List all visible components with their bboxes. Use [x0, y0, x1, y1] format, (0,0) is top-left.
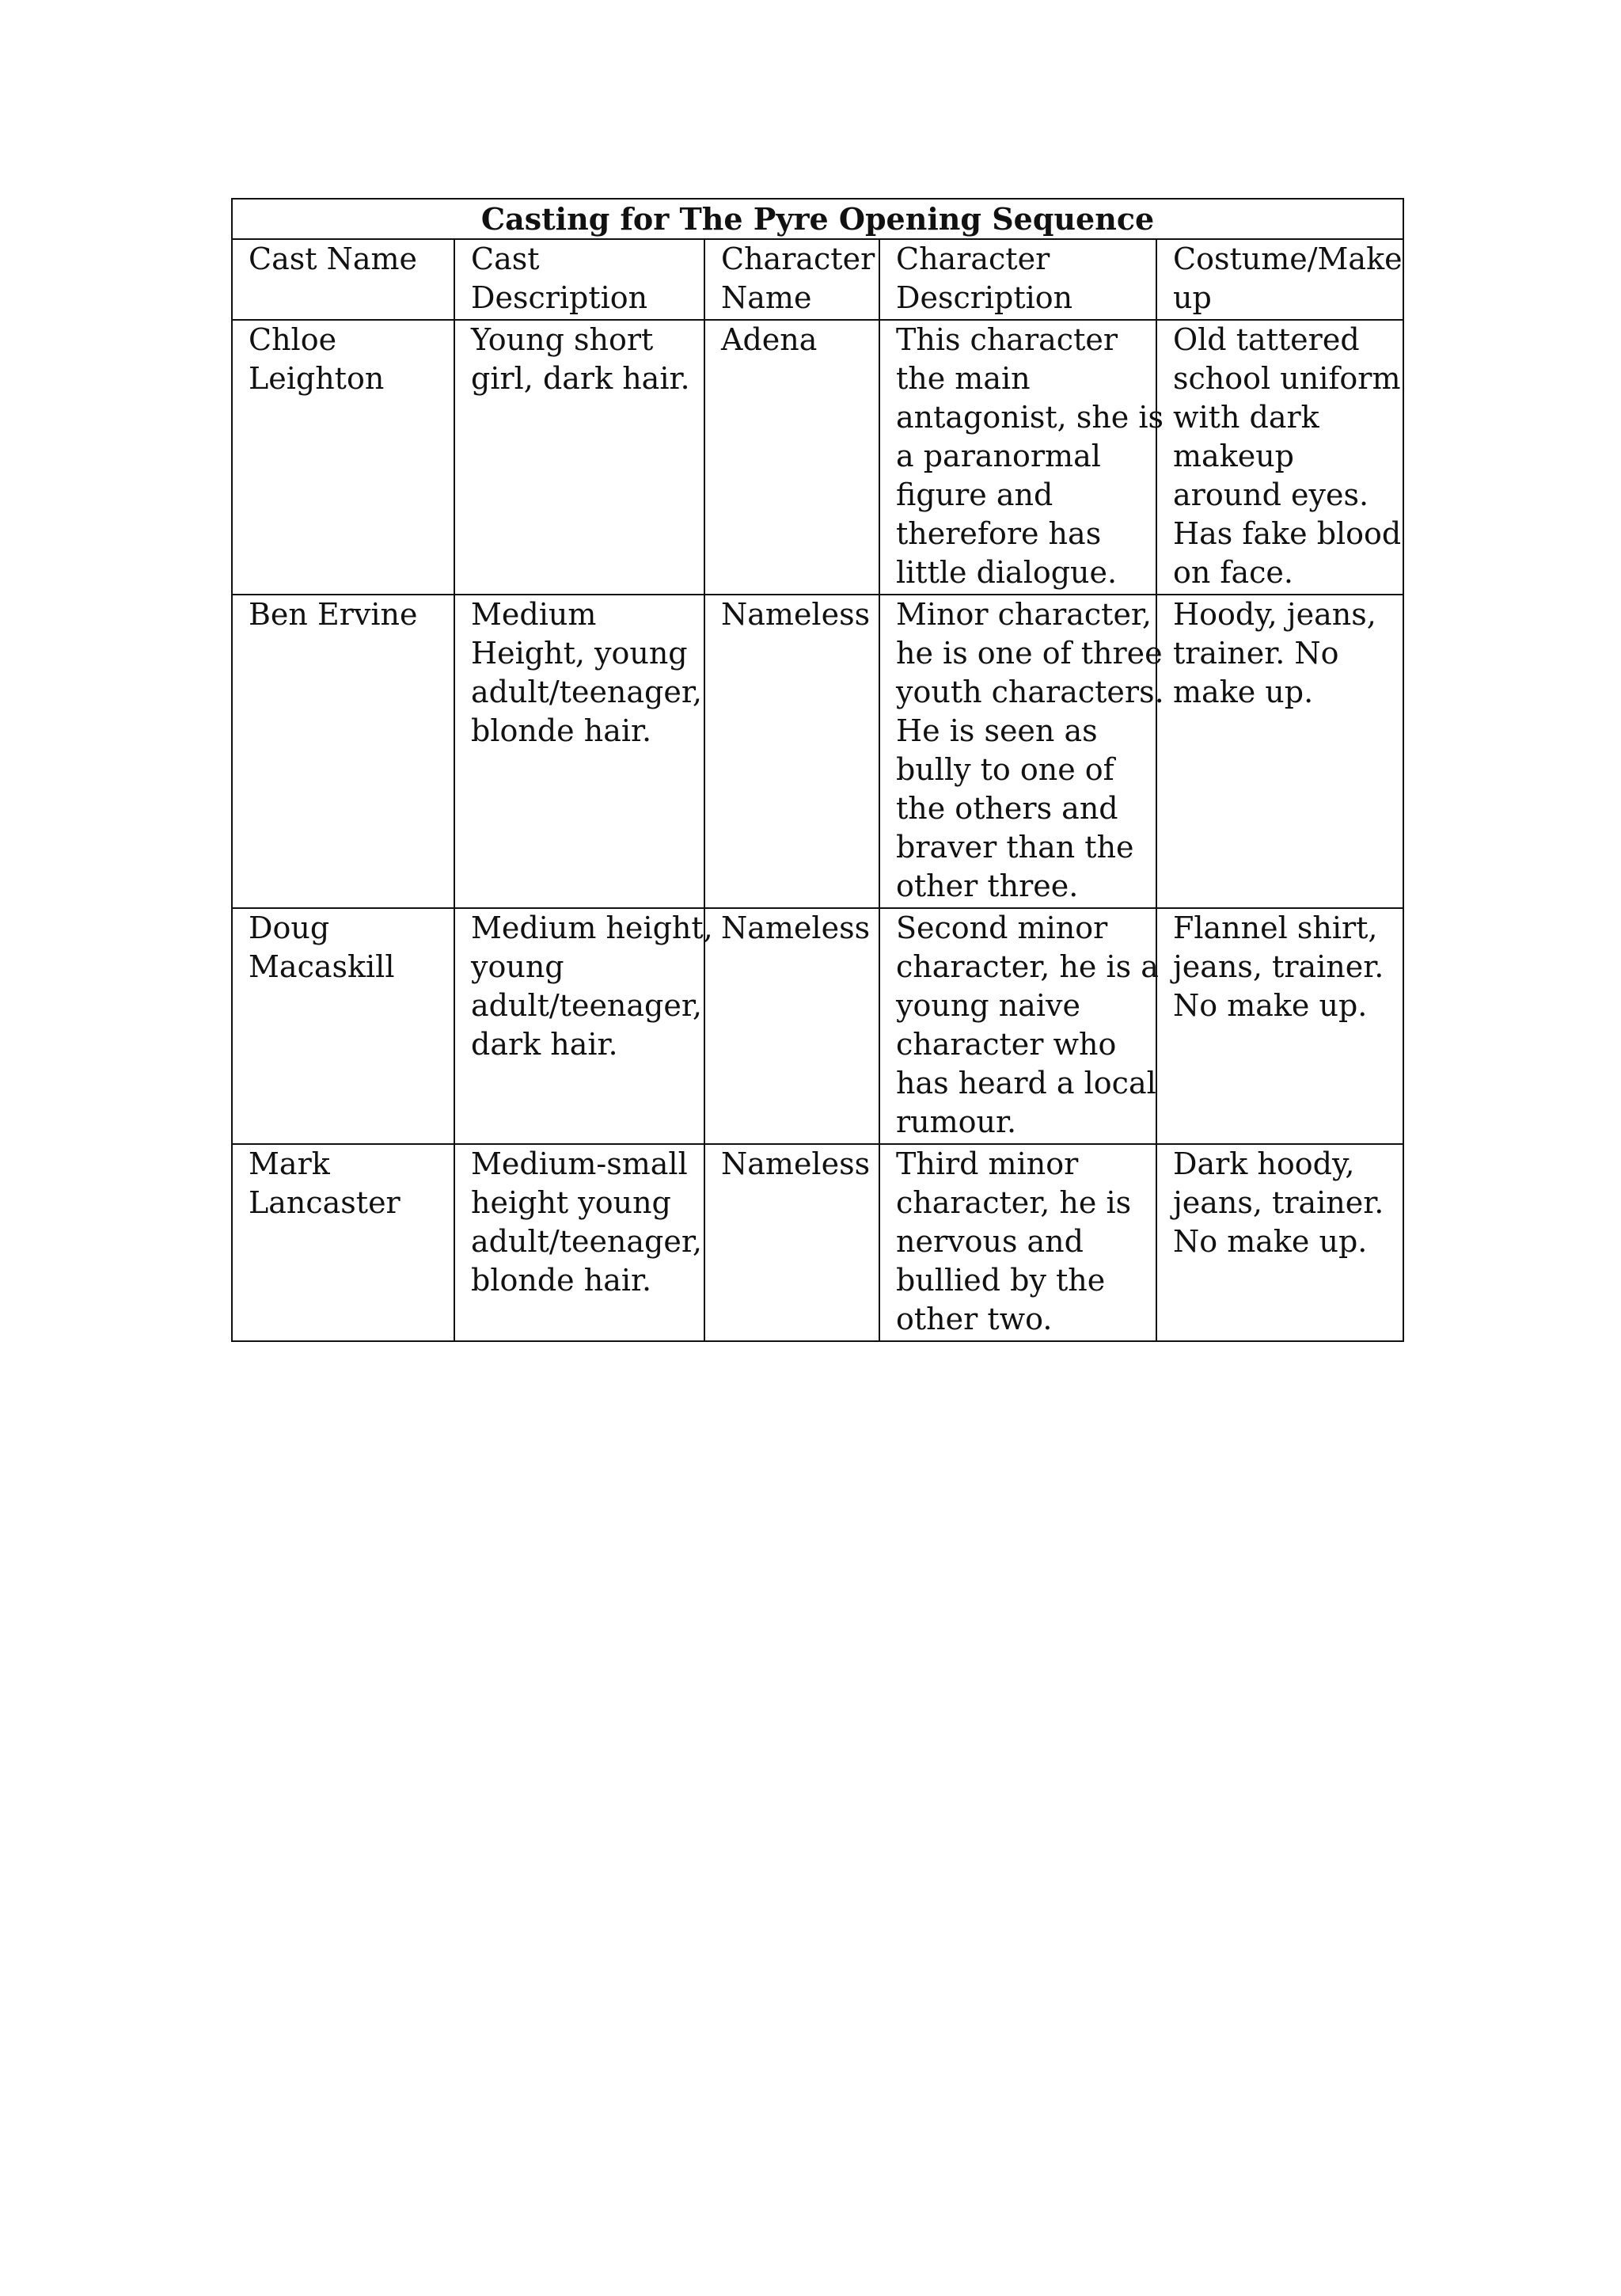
- cell-cast-description: [454, 595, 704, 908]
- cell-line: Has fake blood: [1173, 516, 1402, 551]
- cell-character-name: [704, 320, 879, 595]
- table-row: [232, 320, 1403, 595]
- cell-cast-name: [232, 595, 454, 908]
- cell-line: dark hair.: [471, 1027, 618, 1062]
- header-cast-description: [454, 239, 704, 320]
- cell-cast-name: [232, 320, 454, 595]
- cell-cast-description: [454, 320, 704, 595]
- cell-character-description: [879, 320, 1164, 595]
- cell-line: Name: [721, 280, 812, 315]
- table-row: [232, 908, 1403, 1144]
- cell-line: the main: [896, 361, 1031, 396]
- cell-line: around eyes.: [1173, 477, 1369, 512]
- cell-cast-description: [454, 1144, 704, 1341]
- cell-line: therefore has: [896, 516, 1102, 551]
- cell-line: Cast Name: [249, 241, 418, 276]
- cell-line: young: [471, 949, 564, 984]
- cell-character-description: [879, 908, 1159, 1144]
- cell-line: This character: [896, 322, 1118, 357]
- cell-line: adult/teenager,: [471, 1224, 702, 1259]
- cell-line: Costume/Make: [1173, 241, 1403, 276]
- cell-line: jeans, trainer.: [1173, 1185, 1384, 1220]
- cell-line: he is one of three: [896, 636, 1163, 671]
- cell-line: character who: [896, 1027, 1117, 1062]
- cell-line: blonde hair.: [471, 713, 652, 748]
- cell-line: height young: [471, 1185, 671, 1220]
- cell-character-description: [879, 595, 1164, 908]
- cell-cast-name: [232, 1144, 454, 1341]
- cell-character-description: [879, 1144, 1156, 1341]
- table-row: [232, 1144, 1403, 1341]
- cell-line: Doug: [249, 910, 330, 945]
- cell-line: He is seen as: [896, 713, 1098, 748]
- header-costume-makeup: [1156, 239, 1403, 320]
- cell-line: Leighton: [249, 361, 385, 396]
- cell-line: Hoody, jeans,: [1173, 597, 1376, 632]
- cell-line: a paranormal: [896, 439, 1101, 473]
- cell-line: Height, young: [471, 636, 688, 671]
- cell-line: on face.: [1173, 555, 1293, 590]
- cell-line: Second minor: [896, 910, 1108, 945]
- cell-line: Old tattered: [1173, 322, 1360, 357]
- cell-line: makeup: [1173, 439, 1295, 473]
- cell-line: Medium height,: [471, 910, 713, 945]
- cell-line: other three.: [896, 869, 1079, 903]
- cell-line: other two.: [896, 1302, 1053, 1336]
- cell-line: Lancaster: [249, 1185, 401, 1220]
- cell-line: Third minor: [896, 1146, 1079, 1181]
- cell-line: youth characters.: [896, 675, 1164, 709]
- title-row: [232, 199, 1403, 239]
- cell-line: character, he is a: [896, 949, 1159, 984]
- cell-line: girl, dark hair.: [471, 361, 690, 396]
- cell-line: Description: [896, 280, 1073, 315]
- cell-cast-name: [232, 908, 454, 1144]
- table-row: [232, 595, 1403, 908]
- cell-line: Minor character,: [896, 597, 1152, 632]
- cell-line: jeans, trainer.: [1173, 949, 1384, 984]
- cell-line: Medium-small: [471, 1146, 688, 1181]
- cell-costume-makeup: [1156, 595, 1403, 908]
- cell-costume-makeup: [1156, 908, 1403, 1144]
- cell-line: Nameless: [721, 1146, 871, 1181]
- cell-line: up: [1173, 280, 1212, 315]
- cell-line: Young short: [471, 322, 654, 357]
- cell-line: Description: [471, 280, 648, 315]
- cell-line: adult/teenager,: [471, 988, 702, 1023]
- table-body: [232, 320, 1403, 1341]
- cell-line: Character: [721, 241, 875, 276]
- cell-character-name: [704, 908, 879, 1144]
- cell-costume-makeup: [1156, 320, 1403, 595]
- cell-line: antagonist, she is: [896, 400, 1164, 435]
- cell-line: has heard a local: [896, 1066, 1156, 1100]
- cell-line: Macaskill: [249, 949, 395, 984]
- cell-line: Medium: [471, 597, 597, 632]
- cell-line: bully to one of: [896, 752, 1114, 787]
- cell-line: No make up.: [1173, 988, 1368, 1023]
- cell-line: little dialogue.: [896, 555, 1118, 590]
- cell-line: Nameless: [721, 597, 871, 632]
- cell-line: Mark: [249, 1146, 330, 1181]
- cell-line: figure and: [896, 477, 1053, 512]
- cell-line: Chloe: [249, 322, 337, 357]
- cell-line: No make up.: [1173, 1224, 1368, 1259]
- cell-line: nervous and: [896, 1224, 1084, 1259]
- casting-table: [231, 198, 1404, 1342]
- cell-character-name: [704, 1144, 879, 1341]
- cell-line: school uniform: [1173, 361, 1401, 396]
- cell-line: Ben Ervine: [249, 597, 418, 632]
- cell-line: Adena: [721, 322, 818, 357]
- cell-line: Character: [896, 241, 1050, 276]
- cell-line: trainer. No: [1173, 636, 1339, 671]
- cell-line: blonde hair.: [471, 1263, 652, 1298]
- header-row: [232, 239, 1403, 320]
- cell-line: young naive: [896, 988, 1080, 1023]
- header-character-name: [704, 239, 879, 320]
- table-title: Casting for The Pyre Opening Sequence: [232, 199, 1403, 239]
- cell-line: rumour.: [896, 1104, 1017, 1139]
- header-cast-name: [232, 239, 454, 320]
- cell-line: Dark hoody,: [1173, 1146, 1355, 1181]
- cell-line: Flannel shirt,: [1173, 910, 1378, 945]
- cell-line: character, he is: [896, 1185, 1132, 1220]
- cell-line: Nameless: [721, 910, 871, 945]
- cell-line: make up.: [1173, 675, 1314, 709]
- cell-line: Cast: [471, 241, 540, 276]
- cell-cast-description: [454, 908, 713, 1144]
- cell-costume-makeup: [1156, 1144, 1403, 1341]
- cell-line: with dark: [1173, 400, 1319, 435]
- cell-line: the others and: [896, 791, 1118, 826]
- cell-line: bullied by the: [896, 1263, 1106, 1298]
- cell-line: braver than the: [896, 830, 1134, 865]
- cell-character-name: [704, 595, 879, 908]
- header-character-description: [879, 239, 1156, 320]
- cell-line: adult/teenager,: [471, 675, 702, 709]
